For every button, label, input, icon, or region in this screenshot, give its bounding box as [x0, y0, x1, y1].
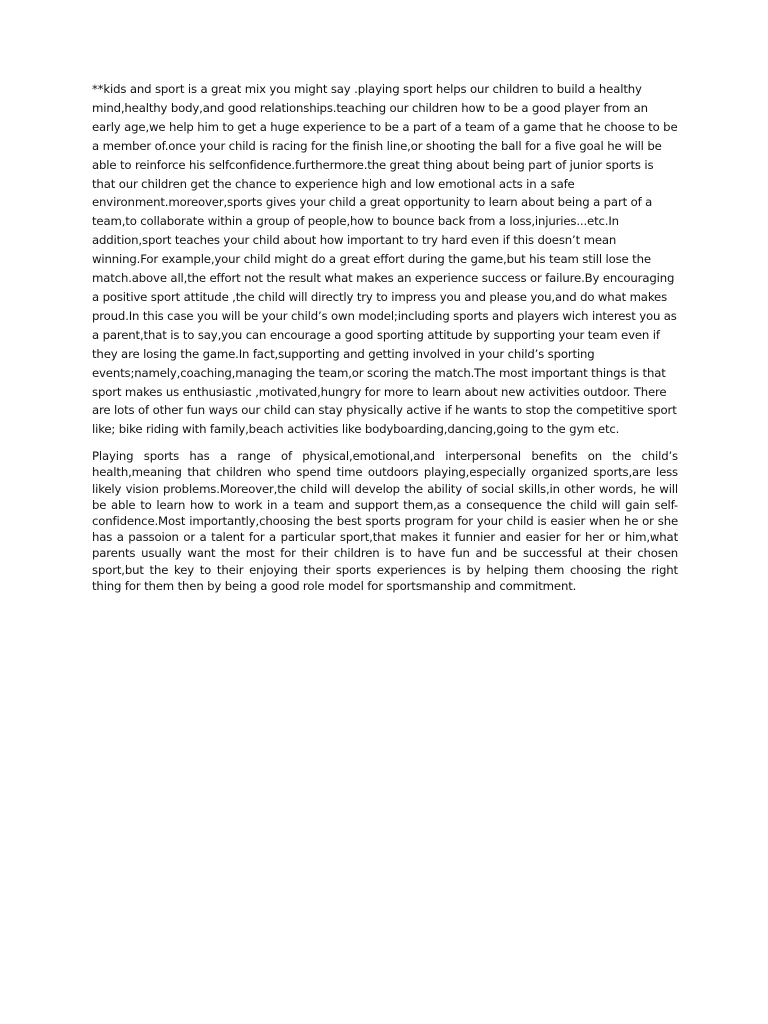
document-body [92, 80, 678, 594]
paragraph-1: **kids and sport is a great mix you might say .playing sport helps our children to build a healthy mind,healthy body,and good relationships.teaching our children how to be a good player from an early age,we help him to get a huge experience to be a part of a team of a game that he choose to be a member of.once your child is racing for the finish line,or shooting the ball for a five goal he will be able to reinforce his selfconfidence.furthermore.the great thing about being part of junior sports is that our children get the chance to experience high and low emotional acts in a safe environment.moreover,sports gives your child a great opportunity to learn about being a part of a team,to collaborate within a group of people,how to bounce back from a loss,injuries...etc.In addition,sport teaches your child about how important to try hard even if this doesn’t mean winning.For example,your child might do a great effort during the game,but his team still lose the match.above all,the effort not the result what makes an experience success or failure.By encouraging a positive sport attitude ,the child will directly try to impress you and please you,and do what makes proud.In this case you will be your child’s own model;including sports and players wich interest you as a parent,that is to say,you can encourage a good sporting attitude by supporting your team even if they are losing the game.In fact,supporting and getting involved in your child’s sporting events;namely,coaching,managing the team,or scoring the match.The most important things is that sport makes us enthusiastic ,motivated,hungry for more to learn about new activities outdoor. There are lots of other fun ways our child can stay physically active if he wants to stop the competitive sport like; bike riding with family,beach activities like bodyboarding,dancing,going to the gym etc. [92, 82, 678, 437]
paragraph-2: Playing sports has a range of physical,emotional,and interpersonal benefits on the child’s health,meaning that children who spend time outdoors playing,especially organized sports,are less likely vision problems.Moreover,the child will develop the ability of social skills,in other words, he will be able to learn how to work in a team and support them,as a consequence the child will gain self-confidence.Most importantly,choosing the best sports program for your child is easier when he or she has a passoion or a talent for a particular sport,that makes it funnier and easier for her or him,what parents usually want the most for their children is to have fun and be successful at their chosen sport,but the key to their enjoying their sports experiences is by helping them choosing the right thing for them then by being a good role model for sportsmanship and commitment. [92, 449, 678, 593]
